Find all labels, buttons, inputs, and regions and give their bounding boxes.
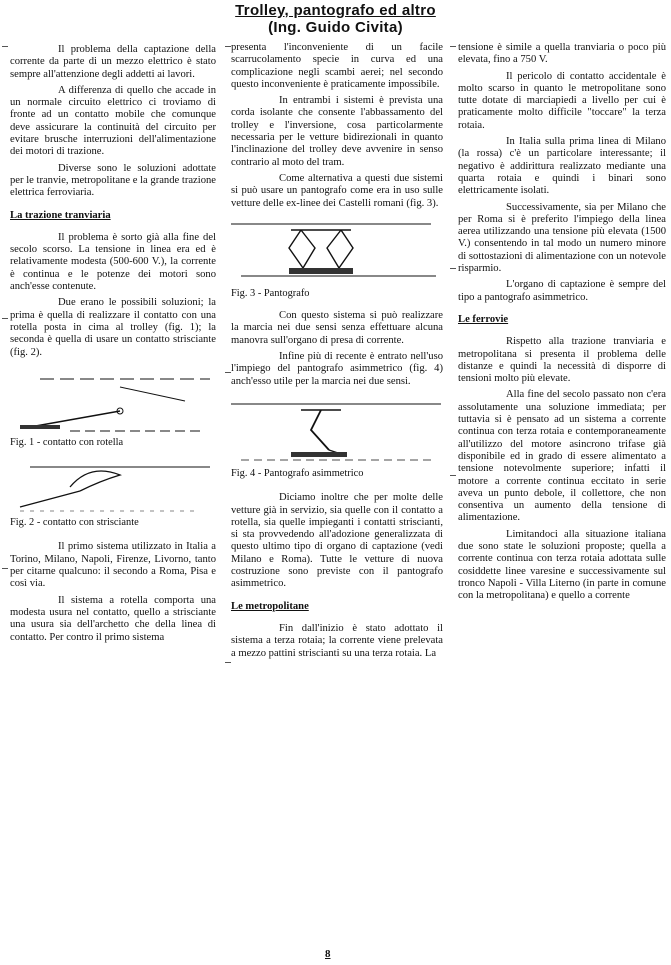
section-heading: La trazione tranviaria <box>10 209 111 221</box>
paragraph: A differenza di quello che accade in un normale circuito elettrico ci troviamo di fronte ad un contatto mobile che comunque deve assicurare la continuità del circuito per evitare brusche interruzioni dell'alimentazione dei motori di trazione. <box>10 84 216 158</box>
paragraph: Limitandoci alla situazione italiana due sono state le soluzioni proposte; quella a corrente continua con terza rotaia adottata sulle cosiddette linee varesine e successivamente sul tronco Napoli - Villa Literno (in parte in comune con la metropolitana) e quello a corrente <box>458 528 666 602</box>
paragraph: Come alternativa a questi due sistemi si può usare un pantografo come era in uso sulle vetture delle ex-linee dei Castelli romani (fig. 3). <box>231 172 443 209</box>
paragraph: Alla fine del secolo passato non c'era assolutamente una soluzione immediata; per tuttavia si è pensato ad un sistema a corrente continua con terza rotaia e contemporaneamente all'utilizzo del motore asincrono trifase già disponibile ed in grado di essere alimentato a tensione notevolmente superiore; infatti il motore a corrente continua eccitato in serie aveva un punto debole, il collettore, che non consentiva un aumento della tensione di alimentazione. <box>458 389 666 524</box>
paragraph: Infine più di recente è entrato nell'uso l'impiego del pantografo asimmetrico (fig. 4) anch'esso utile per la marcia nei due sensi. <box>231 351 443 387</box>
figure-4 <box>231 394 443 480</box>
column-3 <box>458 42 666 606</box>
paragraph: In Italia sulla prima linea di Milano (la rossa) c'è un particolare interessante; il negativo è addirittura realizzato mediante una quarta rotaia e quindi i binari sono elettricamente isolati. <box>458 136 666 197</box>
paragraph: Il pericolo di contatto accidentale è molto scarso in quanto le metropolitane sono tutte dotate di marciapiedi a livello per cui è praticamente molto difficile "toccare" la terza rotaia. <box>458 70 666 131</box>
article-header <box>0 2 671 36</box>
paragraph: Successivamente, sia per Milano che per Roma si è preferito l'impiego della linea aerea utilizzando una tensione più elevata (1500 V.) consentendo in tal modo un numero minore di sottostazioni di alimentazione con un notevole risparmio. <box>458 201 666 275</box>
paragraph: Diverse sono le soluzioni adottate per le tranvie, metropolitane e la grande trazione elettrica ferroviaria. <box>10 162 216 199</box>
article-author: (Ing. Guido Civita) <box>268 19 403 36</box>
section-heading: Le metropolitane <box>231 600 309 612</box>
sliding-contact-illustration <box>10 457 216 515</box>
figure-3 <box>231 216 443 300</box>
trolley-wheel-illustration <box>10 365 216 435</box>
paragraph: Diciamo inoltre che per molte delle vetture già in servizio, sia quelle con il contatto a rotella, sia quelle impieganti i contatti striscianti, si sta provvedendo all'adozione generalizzata di questo ultimo tipo di organo di captazione (vedi Milano e Roma). Tutte le vetture di nuova costruzione sono previste con il pantografo asimmetrico. <box>231 492 443 590</box>
paragraph: Il primo sistema utilizzato in Italia a Torino, Milano, Napoli, Firenze, Livorno, tanto per citarne qualcuno: il secondo a Roma, Pisa e così via. <box>10 541 216 590</box>
pantograph-illustration <box>231 216 443 286</box>
paragraph: Il problema della captazione della corrente da parte di un mezzo elettrico è stato sempre all'attenzione degli addetti ai lavori. <box>10 44 216 80</box>
figure-caption: Fig. 2 - contatto con strisciante <box>10 517 139 529</box>
article-title: Trolley, pantografo ed altro <box>235 2 436 19</box>
figure-1 <box>10 365 216 449</box>
figure-2 <box>10 457 216 529</box>
margin-mark <box>2 46 8 47</box>
paragraph: Rispetto alla trazione tranviaria e metropolitana si presenta il problema delle distanze e quindi la necessità di disporre di tensioni molto più elevate. <box>458 336 666 385</box>
margin-mark <box>450 475 456 476</box>
paragraph: Il sistema a rotella comporta una modesta usura nel contatto, quello a strisciante una usura sia dell'archetto che della linea di contatto. Per contro il primo sistema <box>10 594 216 643</box>
figure-caption: Fig. 4 - Pantografo asimmetrico <box>231 467 364 479</box>
column-1 <box>10 44 216 648</box>
figure-caption: Fig. 3 - Pantografo <box>231 287 310 299</box>
paragraph: Fin dall'inizio è stato adottato il sistema a terza rotaia; la corrente viene prelevata a mezzo pattini striscianti su una terza rotaia. La <box>231 622 443 659</box>
asymmetric-pantograph-illustration <box>231 394 443 466</box>
margin-mark <box>2 568 8 569</box>
paragraph: In entrambi i sistemi è prevista una corda isolante che consente l'abbassamento del trolley e l'inversione, cosa particolarmente necessaria per le vetture bidirezionali in quanto l'inclinazione del trolley deve avvenire in senso contrario al moto del tram. <box>231 95 443 168</box>
page-number: 8 <box>325 948 331 960</box>
paragraph: presenta l'inconveniente di un facile scarrucolamento specie in curva ed una complicazione negli scambi aerei; nel secondo questo inconveniente è praticamente impossibile. <box>231 42 443 90</box>
figure-caption: Fig. 1 - contatto con rotella <box>10 436 124 448</box>
margin-mark <box>450 46 456 47</box>
paragraph: tensione è simile a quella tranviaria o poco più elevata, fino a 750 V. <box>458 42 666 66</box>
paragraph: L'organo di captazione è sempre del tipo a pantografo asimmetrico. <box>458 279 666 303</box>
margin-mark <box>2 318 8 319</box>
section-heading: Le ferrovie <box>458 313 509 325</box>
paragraph: Con questo sistema si può realizzare la marcia nei due sensi senza effettuare alcuna manovra sull'organo di presa di corrente. <box>231 310 443 346</box>
column-2 <box>231 42 443 664</box>
paragraph: Il problema è sorto già alla fine del secolo scorso. La tensione in linea era ed è relativamente modesta (500-600 V.), la corrente è continua e le potenze dei motori sono anch'esse contenute. <box>10 231 216 293</box>
paragraph: Due erano le possibili soluzioni; la prima è quella di realizzare il contatto con una rotella posta in cima al trolley (fig. 1); la seconda è quella di usare un contatto strisciante (fig. 2). <box>10 297 216 358</box>
margin-mark <box>450 268 456 269</box>
